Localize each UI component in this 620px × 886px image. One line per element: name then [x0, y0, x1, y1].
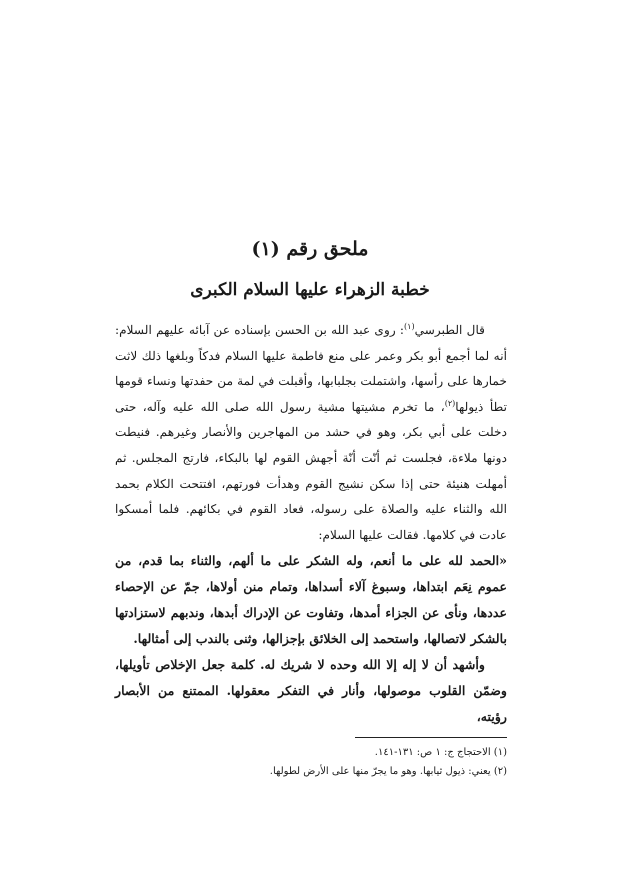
intro-lead: قال الطبرسي [414, 323, 485, 337]
sermon-text [115, 548, 507, 730]
intro-narration [115, 318, 507, 548]
intro-text-1: : روى عبد الله بن الحسن بإسناده عن آبائه عليهم السلام: أنه لما أجمع أبو بكر وعمر على منع فاطمة عليها السلام فدكاً وبلغها ذلك لاثت خمارها على رأسها، واشتملت بجلبابها، وأقبلت في لمة من حفدتها ونساء قومها تطأ ذيولها [115, 323, 507, 414]
sermon-paragraph-2: وأشهد أن لا إله إلا الله وحده لا شريك له. كلمة جعل الإخلاص تأويلها، وضمّن القلوب موصولها، وأنار في التفكر معقولها. الممتنع من الأبصار رؤيته، [115, 657, 507, 724]
footnote-2: (٢) يعني: ذيول ثيابها. وهو ما يجرّ منها على الأرض لطولها. [269, 766, 507, 777]
footnote-separator [355, 737, 507, 738]
footnote-ref-1: (١) [404, 322, 415, 331]
footnote-ref-2: (٢) [444, 398, 456, 408]
footnote-1: (١) الاحتجاج ج: ١ ص: ١٣١-١٤١. [374, 747, 507, 758]
sermon-title: خطبة الزهراء عليها السلام الكبرى [190, 280, 430, 300]
footnotes [115, 743, 507, 781]
appendix-title: ملحق رقم (١) [251, 238, 369, 260]
sermon-paragraph-1: «الحمد لله على ما أنعم، وله الشكر على ما ألهم، والثناء بما قدم، من عموم نِعَم ابتداها، وسبوغ آلاء أسداها، وتمام منن أولاها، جمّ عن الإحصاء عددها، ونأى عن الجزاء أمدها، وتفاوت عن الإدراك أبدها، وندبهم لاستزادتها بالشكر لاتصالها، واستحمد إلى الخلائق بإجزالها، وثنى بالندب إلى أمثالها. [115, 553, 507, 646]
intro-text-2: ، ما تخرم مشيتها مشية رسول الله صلى الله عليه وآله، حتى دخلت على أبي بكر، وهو في حشد من المهاجرين والأنصار وغيرهم. فنيطت دونها ملاءة، فجلست ثم أنّت أنّة أجهش القوم لها بالبكاء، فارتج المجلس. ثم أمهلت هنيئة حتى إذا سكن نشيج القوم وهدأت فورتهم، افتتحت الكلام بحمد الله والثناء عليه والصلاة على رسوله، فعاد القوم في بكائهم. فلما أمسكوا عادت في كلامها. فقالت عليها السلام: [115, 399, 507, 542]
intro-paragraph [115, 318, 507, 548]
